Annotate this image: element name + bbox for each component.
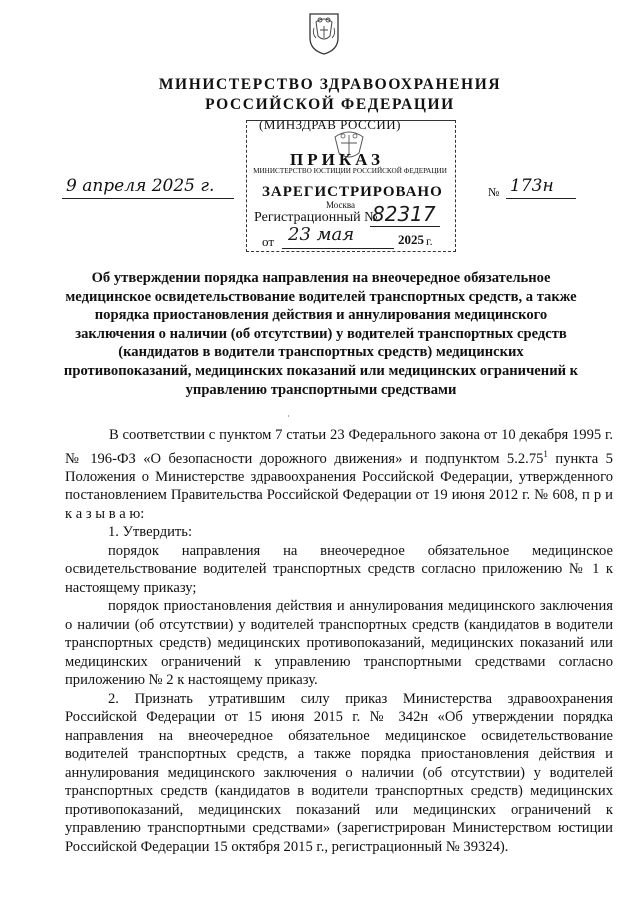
ministry-name-line2: РОССИЙСКОЙ ФЕДЕРАЦИИ bbox=[205, 96, 455, 113]
document-title: Об утверждении порядка направления на внеочередное обязательное медицинское освидетельствование водителей транспортных средств, а также порядка приостановления действия и аннулирования медицинского заключения о наличии (об отсутствии) у водителей транспортных средств (кандидатов в водители транспортных средств) медицинских противопоказаний, медицинских показаний или медицинских ограничений к управлению транспортными средствами bbox=[63, 270, 579, 398]
footnote-marker: 1 bbox=[543, 448, 548, 459]
stamp-city: Москва bbox=[326, 200, 355, 210]
stamp-registered-label: ЗАРЕГИСТРИРОВАНО bbox=[262, 184, 443, 200]
ministry-name-line1: МИНИСТЕРСТВО ЗДРАВООХРАНЕНИЯ bbox=[158, 76, 502, 93]
stamp-date-prefix: от bbox=[262, 234, 275, 249]
order-date-underline bbox=[62, 198, 234, 199]
stamp-year-suffix: г. bbox=[426, 234, 433, 248]
item-2: 2. Признать утратившим силу приказ Министерства здравоохранения Российской Федерации от 15 июня 2015 г. № 342н «Об утверждении порядка направления на внеочередное обязательное медицинское освидетельствование водителей транспортных средств, а также порядка приостановления действия и аннулирования медицинского заключения о наличии (об отсутствии) у водителей транспортных средств (кандидатов в водители транспортных средств) медицинских противопоказаний, медицинских показаний или медицинских ограничений к управлению транспортными средствами» (зарегистрирован Министерством юстиции Российской Федерации 15 октября 2015 г., регистрационный № 39324). bbox=[65, 690, 613, 855]
document-type: ПРИКАЗ bbox=[290, 150, 384, 169]
item-1: 1. Утвердить: bbox=[108, 524, 193, 541]
stamp-date-underline bbox=[282, 248, 394, 249]
order-number: 173н bbox=[510, 176, 554, 196]
preamble-paragraph bbox=[65, 426, 613, 523]
stamp-ministry-name: МИНИСТЕРСТВО ЮСТИЦИИ РОССИЙСКОЙ ФЕДЕРАЦИИ bbox=[253, 167, 447, 175]
document-body bbox=[65, 426, 613, 856]
order-date: 9 апреля 2025 г. bbox=[66, 176, 215, 196]
item-1-b: порядок приостановления действия и аннулирования медицинского заключения о наличии (об отсутствии) у водителей транспортных средств (кандидатов в водители транспортных средств) медицинских противопоказаний, медицинских показаний или медицинских ограничений к управлению транспортными средствами согласно приложению № 2 к настоящему приказу. bbox=[65, 598, 613, 689]
ministry-short-name: (МИНЗДРАВ РОССИИ) bbox=[258, 117, 401, 132]
reg-number-underline bbox=[370, 226, 440, 227]
stamp-year: 2025 bbox=[398, 232, 424, 247]
order-number-underline bbox=[506, 198, 576, 199]
stamp-reg-number-label: Регистрационный № bbox=[254, 210, 378, 225]
preamble-text-b: пункта 5 Положения о Министерстве здравоохранения Российской Федерации, утвержденного постановлением Правительства Российской Федерации от 19 июня 2012 г. № 608, п р и к а з ы в а ю: bbox=[65, 450, 613, 522]
item-1-a: порядок направления на внеочередное обязательное медицинское освидетельствование водителей транспортных средств согласно приложению № 1 к настоящему приказу; bbox=[65, 542, 613, 596]
page-mark: · bbox=[287, 412, 290, 421]
order-number-label: № bbox=[488, 185, 500, 199]
stamp-reg-number: 82317 bbox=[372, 202, 436, 226]
stamp-date-handwritten: 23 мая bbox=[288, 224, 355, 245]
preamble-text-a: В соответствии с пунктом 7 статьи 23 Федерального закона от 10 декабря 1995 г. № 196-ФЗ «О безопасности дорожного движения» и подпунктом 5.2.75 bbox=[65, 427, 613, 467]
state-emblem-icon bbox=[306, 8, 342, 56]
